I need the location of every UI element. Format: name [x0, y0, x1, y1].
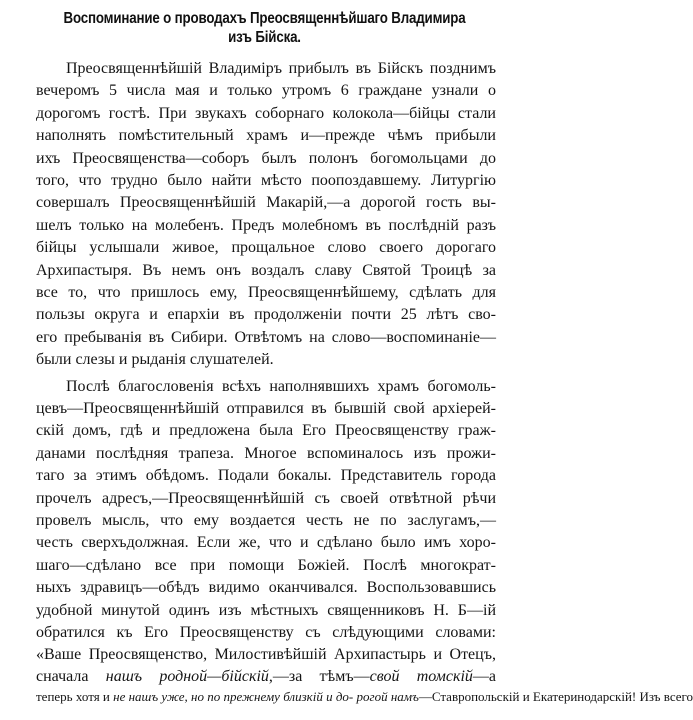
paragraph-1-line: ихъ Преосвященства—соборъ былъ полонъ богомольцами до [36, 149, 496, 167]
article-title-line-1: Воспоминание о проводахъ Преосвященнѣйшаго Владимира [63, 10, 466, 27]
paragraph-1-line: вечеромъ 5 числа мая и только утромъ 6 граждане узнали о [36, 82, 496, 100]
paragraph-2-line: провелъ мысль, что ему воздается честь не по заслугамъ,— [36, 512, 496, 529]
paragraph-2-line: «Ваше Преосвященство, Милостивѣйшій Архипастырь и Отецъ, [36, 646, 496, 664]
paragraph-2-line: честь сверхъдолжная. Если же, что и сдѣлано было имъ хоро- [36, 534, 496, 552]
paragraph-2-italic-line [36, 687, 693, 707]
paragraph-1-line: его пребыванія въ Сибири. Отвѣтомъ на слово—воспоминаніе— [36, 328, 496, 346]
paragraph-2-line: ныхъ здравицъ—обѣдъ видимо оканчивался. Воспользовавшись [36, 579, 496, 597]
paragraph-1-line: были слезы и рыданія слушателей. [36, 351, 274, 369]
paragraph-1-line: пользы округа и епархіи въ продолженіи почти 25 лѣтъ сво- [36, 306, 496, 324]
text-run: сначала [36, 667, 106, 685]
paragraph-1-line: наполнять помѣстительный храмъ и—прежде чѣмъ прибыли [36, 127, 496, 145]
paragraph-1-line: Преосвященнѣйшій Владиміръ прибылъ въ Бійскъ позднимъ [66, 60, 496, 77]
italic-run: нашъ родной—бійскій [105, 667, 269, 685]
text-run: ,—за тѣмъ— [268, 667, 370, 685]
paragraph-2-line: прочелъ адресъ,—Преосвященнѣйшій съ своей отвѣтной рѣчи [36, 489, 496, 507]
text-run: —Ставропольскій и Екатеринодарскій! Изъ всего [418, 688, 693, 704]
italic-run: не нашъ уже, но по прежнему близкій и до- [113, 688, 354, 704]
paragraph-2-line: Послѣ благословенія всѣхъ наполнявшихъ храмъ богомоль- [66, 377, 496, 395]
article-title-line-2: изъ Бійска. [228, 29, 301, 46]
paragraph-1-line: бійцы услышали живое, прощальное слово своего дорогаго [36, 239, 496, 257]
paragraph-2-italic-line [36, 667, 496, 687]
paragraph-1-line: совершалъ Преосвященнѣйшій Макарій,—а дорогой гость вы- [36, 194, 496, 212]
paragraph-1-line: Архипастыря. Въ немъ онъ воздалъ славу Святой Троицѣ за [36, 261, 496, 279]
paragraph-2-line: скій домъ, гдѣ и предложена была Его Преосвященству граж- [36, 422, 496, 440]
paragraph-1-line: того, что трудно было найти мѣсто поопоздавшему. Литургію [36, 172, 496, 189]
paragraph-2-line: шаго—сдѣлано все при помощи Божіей. Послѣ многократ- [36, 556, 496, 574]
text-run: —а [472, 667, 497, 685]
paragraph-2-line: таго за этимъ обѣдомъ. Подали бокалы. Представитель города [36, 467, 496, 485]
paragraph-1-line: шелъ только на молебенъ. Предъ молебномъ въ послѣдній разъ [36, 216, 496, 234]
paragraph-2-line: цевъ—Преосвященнѣйшій отправился въ бывшій свой архіерей- [36, 400, 496, 417]
paragraph-1-line: все то, что пришлось ему, Преосвященнѣйшему, сдѣлать для [36, 284, 496, 301]
text-run: теперь хотя и [36, 688, 114, 704]
italic-run: свой томскій [369, 667, 473, 685]
paragraph-2-line: обратился къ Его Преосвященству съ слѣдующими словами: [36, 624, 496, 641]
paragraph-1-line: дорогомъ гостѣ. При звукахъ соборнаго колокола—бійцы стали [36, 104, 496, 122]
paragraph-2-line: данами послѣдняя трапеза. Многое вспоминалось изъ прожи- [36, 444, 496, 462]
paragraph-2-line: удобной минутой одинъ изъ мѣстныхъ священниковъ Н. Б—ій [36, 601, 496, 619]
italic-run: рогой намъ [356, 688, 419, 704]
